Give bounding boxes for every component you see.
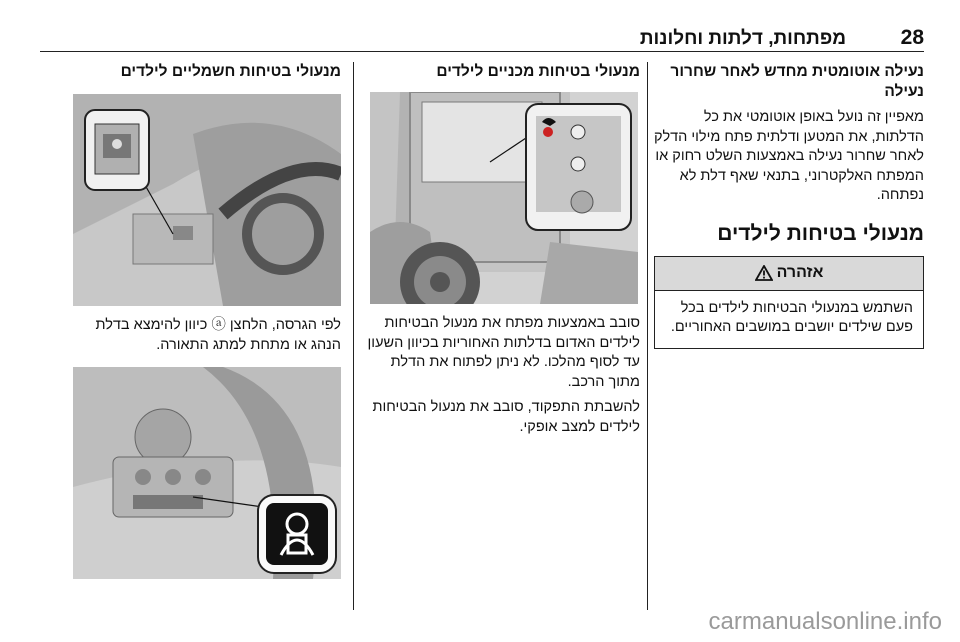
page-title: מפתחות, דלתות וחלונות [639,28,846,49]
left-column [73,62,341,579]
mechanical-locks-paragraph-2: להשבתת התפקוד, סובב את מנעול הבטיחות לילדים למצב אופקי. [372,399,640,435]
electric-locks-paragraph: לפי הגרסה, הלחצן ⓐ כיוון להימצא בדלת הנהג או מתחת למתג התאורה. [95,317,341,353]
rear-door-illustration [370,92,638,304]
child-locks-title: מנעולי בטיחות לילדים [717,221,924,245]
mechanical-locks-heading: מנעולי בטיחות מכניים לילדים [436,63,640,80]
auto-relock-paragraph: מאפיין זה נועל באופן אוטומטי את כל הדלתות, את המטען ודלתית פתח מילוי הדלק לאחר שחרור נעילה באמצעות השלט רחוק או המפתח האלקטרוני, בתנאי שאף דלת לא נפתחה. [654,109,924,203]
middle-column [365,62,640,437]
column-divider-left [353,62,354,610]
column-divider-right [647,62,648,610]
right-column [654,62,924,349]
auto-relock-heading: נעילה אוטומטית מחדש לאחר שחרור נעילה [670,63,924,100]
electric-locks-heading: מנעולי בטיחות חשמליים לילדים [120,63,341,80]
warning-text: השתמש במנעולי הבטיחות לילדים בכל פעם שילדים יושבים במושבים האחוריים. [670,299,913,335]
mechanical-locks-paragraph-1: סובב באמצעות מפתח את מנעול הבטיחות לילדים האדום בדלתות האחוריות בכיוון השעון עד לסוף מהלכו. לא ניתן לפתוח את הדלת מתוך הרכב. [367,315,640,390]
warning-box [654,256,924,349]
drivers-door-illustration [73,94,341,306]
warning-label: אזהרה [776,264,824,281]
child-lock-icon [258,495,336,573]
warning-header [655,257,923,291]
watermark: carmanualsonline.info [708,608,942,635]
warning-triangle-icon [755,265,773,281]
page-number: 28 [900,26,924,49]
switch-panel-illustration [73,367,341,579]
page-header [40,26,924,52]
